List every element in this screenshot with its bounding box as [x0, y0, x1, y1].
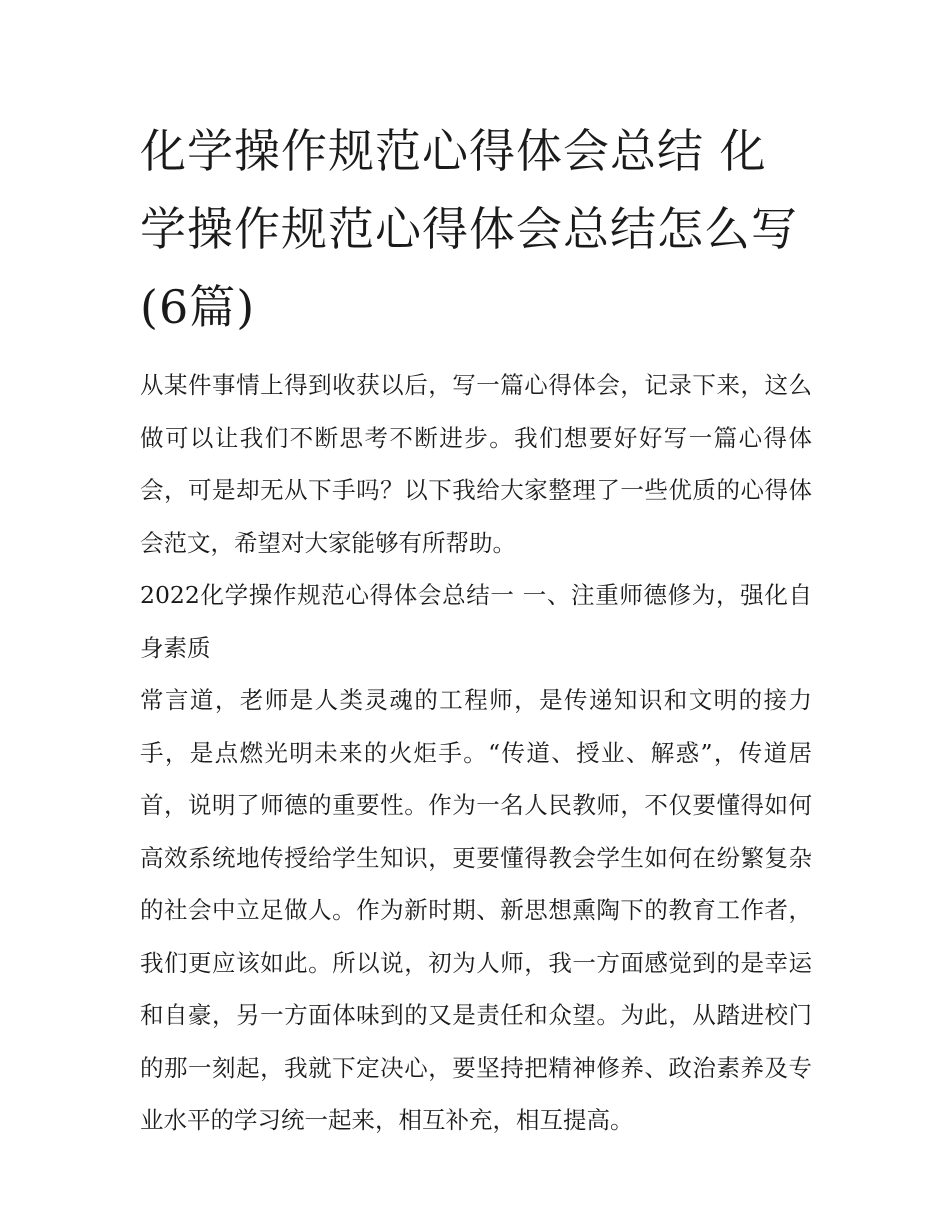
intro-paragraph: 从某件事情上得到收获以后，写一篇心得体会，记录下来，这么做可以让我们不断思考不断进步。我们想要好好写一篇心得体会，可是却无从下手吗？以下我给大家整理了一些优质的心得体会范文，希望对大家能够有所帮助。 [140, 371, 812, 557]
body-paragraph: 常言道，老师是人类灵魂的工程师，是传递知识和文明的接力手，是点燃光明未来的火炬手。“传道、授业、解惑”，传道居首，说明了师德的重要性。作为一名人民教师，不仅要懂得如何高效系统地传授给学生知识，更要懂得教会学生如何在纷繁复杂的社会中立足做人。作为新时期、新思想熏陶下的教育工作者，我们更应该如此。所以说，初为人师，我一方面感觉到的是幸运和自豪，另一方面体味到的又是责任和众望。为此，从踏进校门的那一刻起，我就下定决心，要坚持把精神修养、政治素养及专业水平的学习统一起来，相互补充，相互提高。 [140, 686, 812, 1134]
document-page [140, 112, 812, 1147]
document-title: 化学操作规范心得体会总结 化学操作规范心得体会总结怎么写(6篇) [140, 124, 798, 334]
section-heading: 2022化学操作规范心得体会总结一 一、注重师德修为，强化自身素质 [140, 581, 812, 662]
